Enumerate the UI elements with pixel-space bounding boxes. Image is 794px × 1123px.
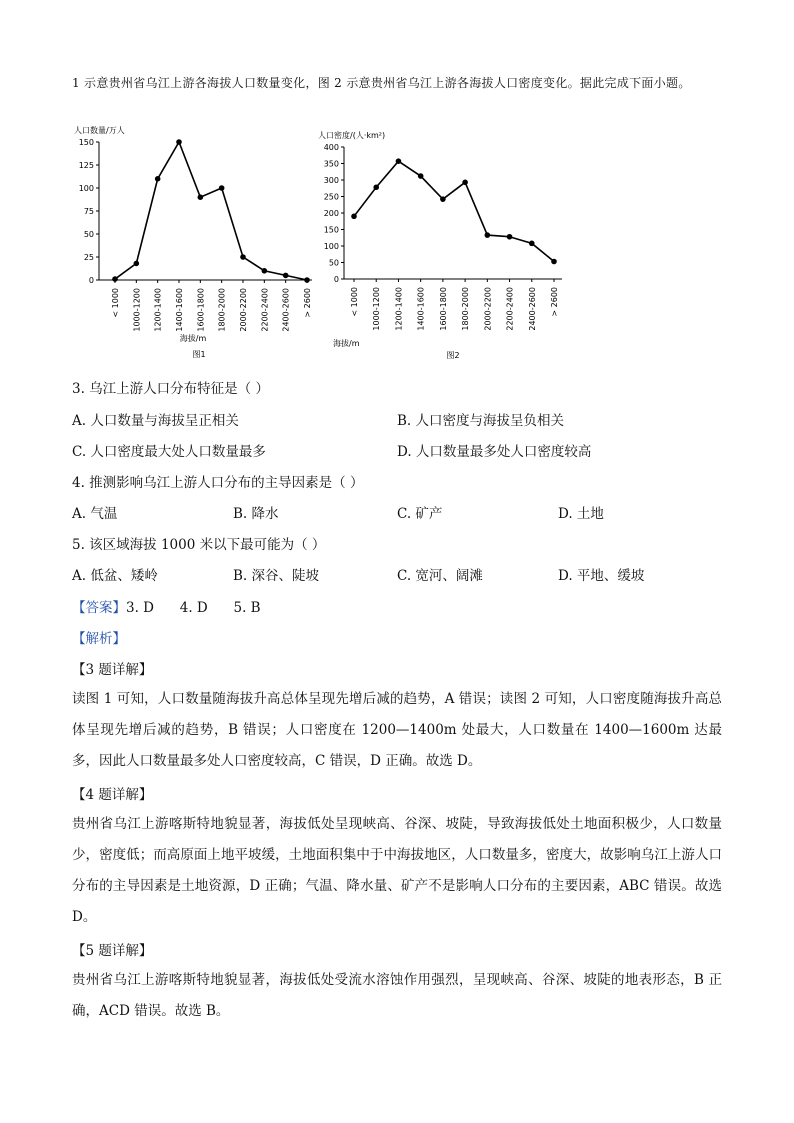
y-tick-label: 0 — [333, 275, 339, 284]
figure-1-title: 图1 — [192, 350, 206, 359]
question-5-option-d: D. 平地、缓坡 — [558, 568, 645, 584]
x-tick-label: 1800-2000 — [461, 287, 471, 331]
figure-2-chart — [316, 124, 576, 364]
x-tick-label: 2200-2400 — [505, 287, 515, 331]
figure-1-chart — [66, 124, 326, 364]
data-point — [112, 276, 118, 282]
data-point — [529, 241, 535, 247]
y-tick-label: 50 — [83, 230, 94, 239]
figure-2-series-line — [354, 161, 554, 261]
x-tick-label: 2200-2400 — [260, 288, 270, 332]
data-point — [134, 261, 140, 267]
data-point — [373, 184, 379, 190]
question-intro: 1 示意贵州省乌江上游各海拔人口数量变化，图 2 示意贵州省乌江上游各海拔人口密度变化。据此完成下面小题。 — [72, 76, 691, 90]
data-point — [551, 259, 557, 265]
question-4-option-d: D. 土地 — [558, 506, 604, 522]
y-tick-label: 300 — [323, 176, 339, 185]
figure-1-xlabel: 海拔/m — [179, 334, 207, 343]
y-tick-label: 150 — [323, 225, 339, 235]
data-point — [396, 158, 402, 164]
x-tick-label: < 1000 — [111, 288, 120, 318]
question-5-option-b: B. 深谷、陡坡 — [233, 568, 320, 584]
x-tick-label: 1400-1600 — [416, 287, 426, 331]
y-tick-label: 200 — [323, 209, 339, 218]
data-point — [304, 277, 310, 283]
y-tick-label: 25 — [83, 253, 94, 262]
data-point — [198, 194, 204, 200]
data-point — [155, 176, 161, 182]
x-tick-label: 2000-2200 — [483, 287, 493, 331]
question-5-option-c: C. 宽河、阔滩 — [397, 568, 483, 584]
answer-line — [72, 598, 261, 618]
data-point — [418, 173, 424, 179]
analysis-label: 【解析】 — [72, 631, 126, 647]
question-3-option-b: B. 人口密度与海拔呈负相关 — [397, 413, 565, 429]
x-tick-label: 1200-1400 — [394, 287, 404, 331]
data-point — [240, 254, 246, 260]
x-tick-label: 1600-1800 — [438, 287, 448, 331]
data-point — [507, 234, 513, 240]
question-3-option-a: A. 人口数量与海拔呈正相关 — [72, 413, 239, 429]
data-point — [176, 139, 182, 145]
x-tick-label: < 1000 — [350, 287, 359, 317]
figure-2-title: 图2 — [446, 351, 460, 360]
data-point — [351, 214, 357, 220]
detail-4-heading: 【4 题详解】 — [72, 787, 153, 803]
x-tick-label: 1600-1800 — [196, 288, 206, 332]
figure-2-xlabel: 海拔/m — [333, 339, 360, 348]
x-tick-label: 2400-2600 — [527, 287, 537, 331]
question-4-option-a: A. 气温 — [72, 506, 118, 522]
y-tick-label: 100 — [323, 242, 339, 251]
x-tick-label: 1000-1200 — [372, 287, 382, 331]
data-point — [219, 185, 225, 191]
y-tick-label: 400 — [323, 143, 339, 152]
y-tick-label: 75 — [83, 207, 94, 216]
question-4-stem: 4. 推测影响乌江上游人口分布的主导因素是（ ） — [72, 475, 364, 491]
y-tick-label: 250 — [323, 192, 339, 202]
figure-2-ylabel: 人口密度/(人·km²) — [318, 131, 386, 140]
x-tick-label: 1000-1200 — [132, 288, 142, 332]
question-4-option-b: B. 降水 — [233, 506, 279, 522]
answer-text: 3. D 4. D 5. B — [126, 600, 261, 616]
question-3-stem: 3. 乌江上游人口分布特征是（ ） — [72, 381, 269, 397]
detail-3-heading: 【3 题详解】 — [72, 662, 153, 678]
y-tick-label: 125 — [78, 161, 94, 170]
y-tick-label: 350 — [323, 159, 339, 169]
answer-label: 【答案】 — [72, 600, 126, 616]
x-tick-label: > 2600 — [303, 288, 312, 318]
figure-1-ylabel: 人口数量/万人 — [74, 126, 125, 135]
data-point — [440, 196, 446, 202]
data-point — [485, 232, 491, 238]
data-point — [462, 180, 468, 186]
x-tick-label: 2400-2600 — [281, 288, 291, 332]
question-4-option-c: C. 矿产 — [397, 506, 443, 522]
detail-3-text: 读图 1 可知，人口数量随海拔升高总体呈现先增后减的趋势，A 错误；读图 2 可知，人口密度随海拔升高总体呈现先增后减的趋势，B 错误；人口密度在 1200—1400m 处最大，人口数量在 1400—1600m 达最多，因此人口数量最多处人口密度较高，C 错误，D 正确。故选 D。 — [72, 691, 722, 769]
detail-5-text: 贵州省乌江上游喀斯特地貌显著，海拔低处受流水溶蚀作用强烈，呈现峡高、谷深、坡陡的地表形态，B 正确，ACD 错误。故选 B。 — [72, 972, 722, 1019]
x-tick-label: 1200-1400 — [153, 288, 163, 332]
question-3-option-c: C. 人口密度最大处人口数量最多 — [72, 444, 266, 460]
y-tick-label: 0 — [88, 276, 94, 285]
data-point — [283, 273, 289, 279]
x-tick-label: 2000-2200 — [239, 288, 248, 332]
x-tick-label: 1800-2000 — [217, 288, 227, 332]
question-3-option-d: D. 人口数量最多处人口密度较高 — [397, 444, 592, 460]
x-tick-label: 1400-1600 — [175, 288, 184, 332]
figure-1-series-line — [115, 142, 307, 280]
question-5-option-a: A. 低盆、矮岭 — [72, 568, 158, 584]
detail-4-text: 贵州省乌江上游喀斯特地貌显著，海拔低处呈现峡高、谷深、坡陡，导致海拔低处土地面积极少，人口数量少，密度低；而高原面上地平坡缓，土地面积集中于中海拔地区，人口数量多，密度大，故影响乌江上游人口分布的主导因素是土地资源，D 正确；气温、降水量、矿产不是影响人口分布的主要因素，ABC 错误。故选 D。 — [72, 816, 722, 925]
question-5-stem: 5. 该区域海拔 1000 米以下最可能为（ ） — [72, 537, 326, 553]
x-tick-label: > 2600 — [550, 287, 559, 317]
y-tick-label: 150 — [78, 138, 94, 147]
y-tick-label: 50 — [328, 258, 339, 268]
data-point — [262, 268, 268, 274]
y-tick-label: 100 — [78, 184, 94, 193]
detail-5-heading: 【5 题详解】 — [72, 943, 153, 959]
